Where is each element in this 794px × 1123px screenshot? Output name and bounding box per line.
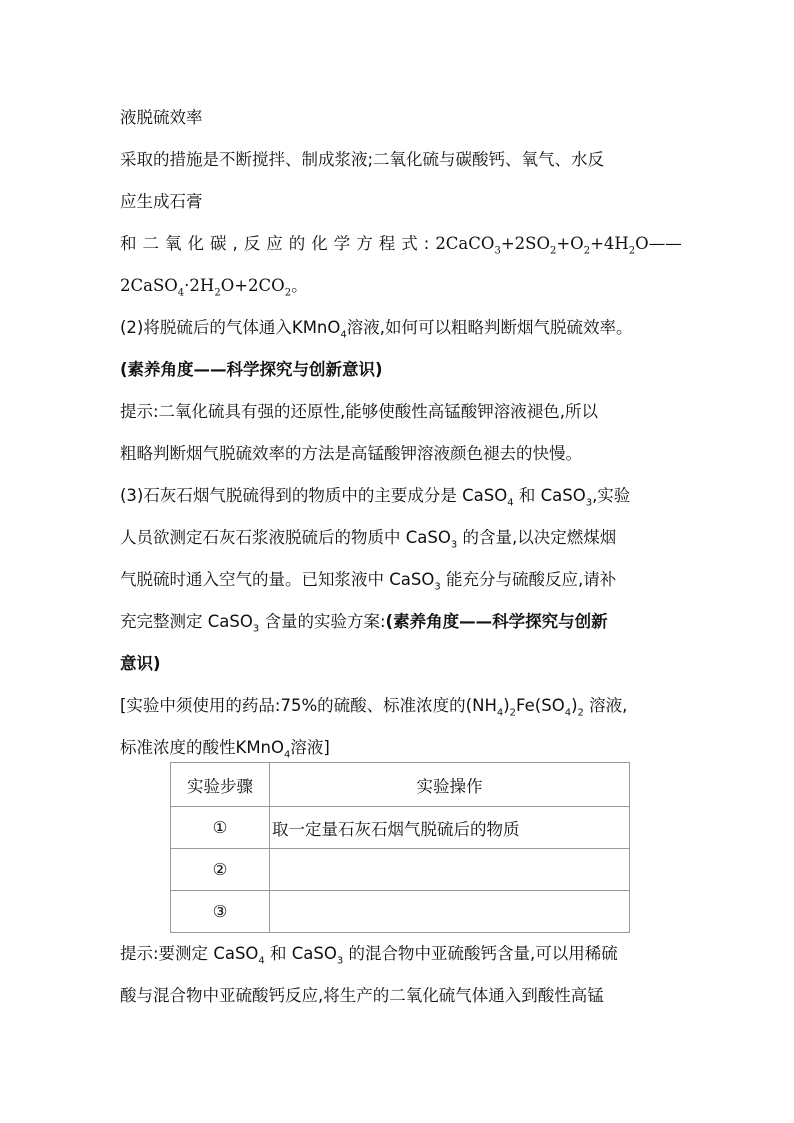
hint-line-2: 粗略判断烟气脱硫效率的方法是高锰酸钾溶液颜色褪去的快慢。 bbox=[120, 444, 582, 463]
text-line-3: 应生成石膏 bbox=[120, 192, 203, 211]
question-3-line-4: 充完整测定 CaSO$_3$ 含量的实验方案:(素养角度——科学探究与创新 bbox=[120, 612, 608, 635]
experiment-table bbox=[170, 762, 630, 933]
text-line-2: 采取的措施是不断搅拌、制成浆液;二氧化硫与碳酸钙、氧气、水反 bbox=[120, 150, 605, 169]
table-row bbox=[171, 807, 630, 849]
literacy-note-1: (素养角度——科学探究与创新意识) bbox=[120, 360, 383, 379]
table-cell-step: ① bbox=[171, 807, 270, 849]
hint-line-3: 提示:要测定 CaSO$_4$ 和 CaSO$_3$ 的混合物中亚硫酸钙含量,可以用稀硫 bbox=[120, 944, 618, 967]
hint-line-4: 酸与混合物中亚硫酸钙反应,将生产的二氧化硫气体通入到酸性高锰 bbox=[120, 986, 604, 1005]
reagents-line-2: 标准浓度的酸性KMnO$_4$溶液] bbox=[120, 738, 330, 761]
equation-intro: 和二氧化碳,反应的化学方程式: bbox=[120, 234, 436, 253]
table-row bbox=[171, 891, 630, 933]
table-cell-operation: 取一定量石灰石烟气脱硫后的物质 bbox=[270, 807, 630, 849]
reagents-line-1: [实验中须使用的药品:75%的硫酸、标准浓度的$(NH_4)_2Fe(SO_4)_2$ 溶液, bbox=[120, 696, 628, 719]
table-header-operation: 实验操作 bbox=[270, 763, 630, 807]
question-3-line-5: 意识) bbox=[120, 654, 161, 673]
table-cell-step: ② bbox=[171, 849, 270, 891]
table-header-step: 实验步骤 bbox=[171, 763, 270, 807]
table-row bbox=[171, 849, 630, 891]
text-line-1: 液脱硫效率 bbox=[120, 108, 203, 127]
hint-line-1: 提示:二氧化硫具有强的还原性,能够使酸性高锰酸钾溶液褪色,所以 bbox=[120, 402, 599, 421]
equation-line-1 bbox=[120, 232, 682, 256]
question-3-line-3: 气脱硫时通入空气的量。已知浆液中 CaSO$_3$ 能充分与硫酸反应,请补 bbox=[120, 570, 617, 593]
question-3-line-2: 人员欲测定石灰石浆液脱硫后的物质中 CaSO$_3$ 的含量,以决定燃煤烟 bbox=[120, 528, 617, 551]
table-cell-step: ③ bbox=[171, 891, 270, 933]
question-3-line-1: (3)石灰石烟气脱硫得到的物质中的主要成分是 CaSO$_4$ 和 CaSO$_3$,实验 bbox=[120, 486, 631, 509]
equation-line-2: $2CaSO_4\cdot 2H_2O+2CO_2$。 bbox=[120, 276, 308, 299]
table-cell-operation bbox=[270, 849, 630, 891]
table-cell-operation bbox=[270, 891, 630, 933]
equation-part: $2CaCO_3+2SO_2+O_2+4H_2O——$ bbox=[435, 234, 682, 257]
table-header-row bbox=[171, 763, 630, 807]
literacy-note-2: (素养角度——科学探究与创新 bbox=[385, 612, 608, 631]
question-2: (2)将脱硫后的气体通入KMnO$_4$溶液,如何可以粗略判断烟气脱硫效率。 bbox=[120, 318, 633, 341]
